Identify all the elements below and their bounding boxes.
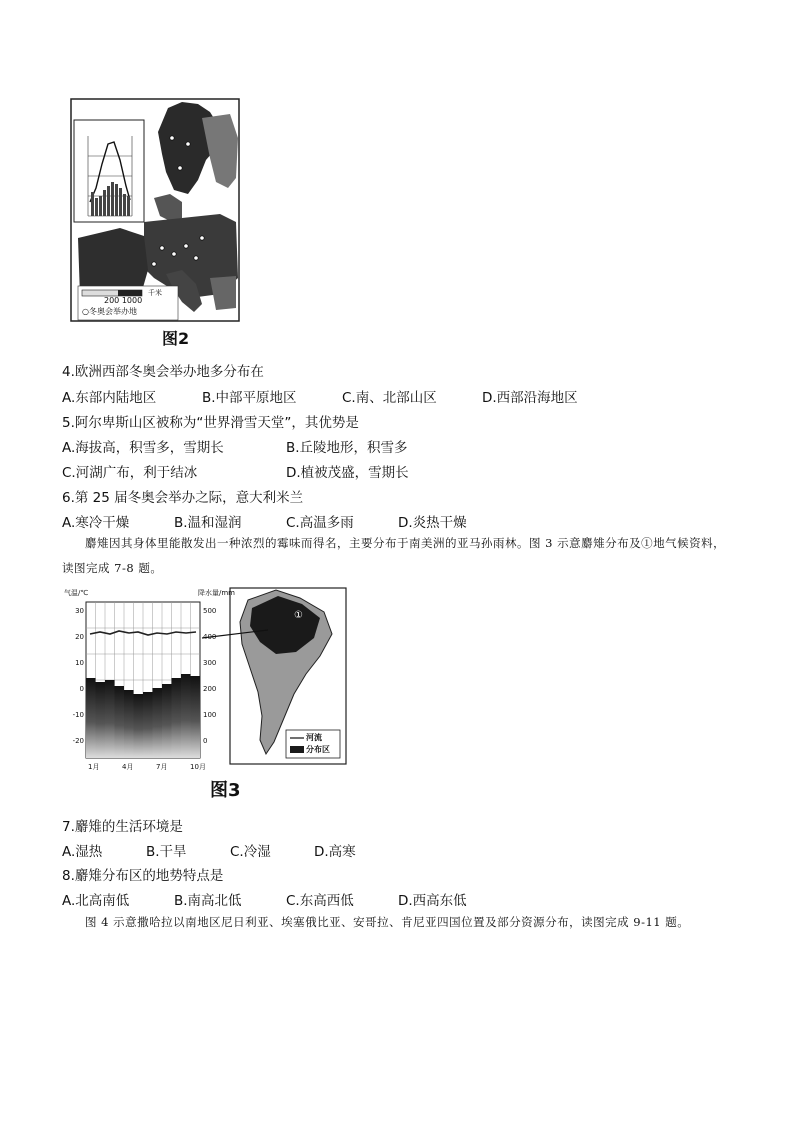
q6-option-d[interactable]: D.炎热干燥 — [398, 515, 467, 531]
legend-range: 分布区 — [306, 745, 330, 754]
temp-tick: 30 — [75, 607, 84, 615]
q5-option-c[interactable]: C.河湖广布，利于结冰 — [62, 465, 198, 481]
q4-option-d[interactable]: D.西部沿海地区 — [482, 390, 578, 406]
month-tick: 7月 — [156, 763, 168, 771]
q7-options — [62, 840, 356, 860]
temp-tick: 20 — [75, 633, 84, 641]
month-tick: 10月 — [190, 763, 206, 771]
q5-option-a[interactable]: A.海拔高，积雪多，雪期长 — [62, 440, 224, 456]
temp-tick: -10 — [72, 711, 84, 719]
q5-option-b[interactable]: B.丘陵地形，积雪多 — [286, 440, 408, 456]
q7-option-a[interactable]: A.湿热 — [62, 844, 103, 860]
q5-option-d[interactable]: D.植被茂盛，雪期长 — [286, 465, 409, 481]
q7-option-c[interactable]: C.冷湿 — [230, 844, 271, 860]
precip-ticks — [203, 598, 216, 754]
precip-axis-label: 降水量/mm — [198, 589, 235, 597]
q6-options — [62, 511, 467, 531]
q6-option-b[interactable]: B.温和湿润 — [174, 515, 242, 531]
q4-option-a[interactable]: A.东部内陆地区 — [62, 390, 157, 406]
figure-3-caption: 图3 — [210, 780, 241, 801]
q6-option-c[interactable]: C.高温多雨 — [286, 515, 354, 531]
q4-option-c[interactable]: C.南、北部山区 — [342, 390, 437, 406]
precip-tick: 0 — [203, 737, 208, 745]
temp-tick: 0 — [79, 685, 84, 693]
q5-options-row1 — [62, 436, 408, 456]
q8-option-b[interactable]: B.南高北低 — [174, 893, 242, 909]
map-legend-note: ○冬奥会举办地 — [82, 307, 137, 316]
precip-tick: 200 — [203, 685, 217, 693]
q5-options-row2 — [62, 461, 409, 481]
precip-tick: 100 — [203, 711, 217, 719]
intro-9-11: 图 4 示意撒哈拉以南地区尼日利亚、埃塞俄比亚、安哥拉、肯尼亚四国位置及部分资源分布，读图完成 9-11 题。 — [85, 915, 690, 929]
temp-ticks — [68, 598, 84, 754]
q8-option-a[interactable]: A.北高南低 — [62, 893, 130, 909]
figure-2 — [70, 98, 242, 348]
month-tick: 4月 — [122, 763, 134, 771]
month-tick: 1月 — [88, 763, 100, 771]
q8-option-d[interactable]: D.西高东低 — [398, 893, 467, 909]
q8-option-c[interactable]: C.东高西低 — [286, 893, 354, 909]
legend-river: 河流 — [306, 733, 322, 742]
temp-tick: -20 — [72, 737, 84, 745]
month-ticks — [88, 762, 206, 772]
q7-stem: 7.麝雉的生活环境是 — [62, 819, 183, 835]
q6-option-a[interactable]: A.寒冷干燥 — [62, 515, 130, 531]
figure-2-caption: 图2 — [162, 329, 190, 348]
temp-tick: 10 — [75, 659, 84, 667]
q5-stem: 5.阿尔卑斯山区被称为“世界滑雪天堂”，其优势是 — [62, 415, 359, 431]
q8-stem: 8.麝雉分布区的地势特点是 — [62, 868, 224, 884]
map-scale-label: 200 1000 — [104, 296, 143, 305]
location-marker: ① — [294, 610, 303, 621]
q4-option-b[interactable]: B.中部平原地区 — [202, 390, 297, 406]
q6-stem: 6.第 25 届冬奥会举办之际，意大利米兰 — [62, 490, 304, 506]
figure-3 — [62, 582, 352, 804]
precip-tick: 400 — [203, 633, 217, 641]
precip-tick: 300 — [203, 659, 217, 667]
intro-7-8: 麝雉因其身体里能散发出一种浓烈的霉味而得名，主要分布于南美洲的亚马孙雨林。图 3 示意麝雉分布及①地气候资料，读图完成 7-8 题。 — [62, 536, 726, 575]
q7-option-d[interactable]: D.高寒 — [314, 844, 356, 860]
precip-tick: 500 — [203, 607, 217, 615]
q4-options — [62, 386, 578, 406]
q8-options — [62, 889, 467, 909]
q7-option-b[interactable]: B.干旱 — [146, 844, 187, 860]
map-unit-label: 千米 — [148, 289, 162, 297]
temp-axis-label: 气温/℃ — [64, 589, 89, 597]
q4-stem: 4.欧洲西部冬奥会举办地多分布在 — [62, 364, 264, 380]
